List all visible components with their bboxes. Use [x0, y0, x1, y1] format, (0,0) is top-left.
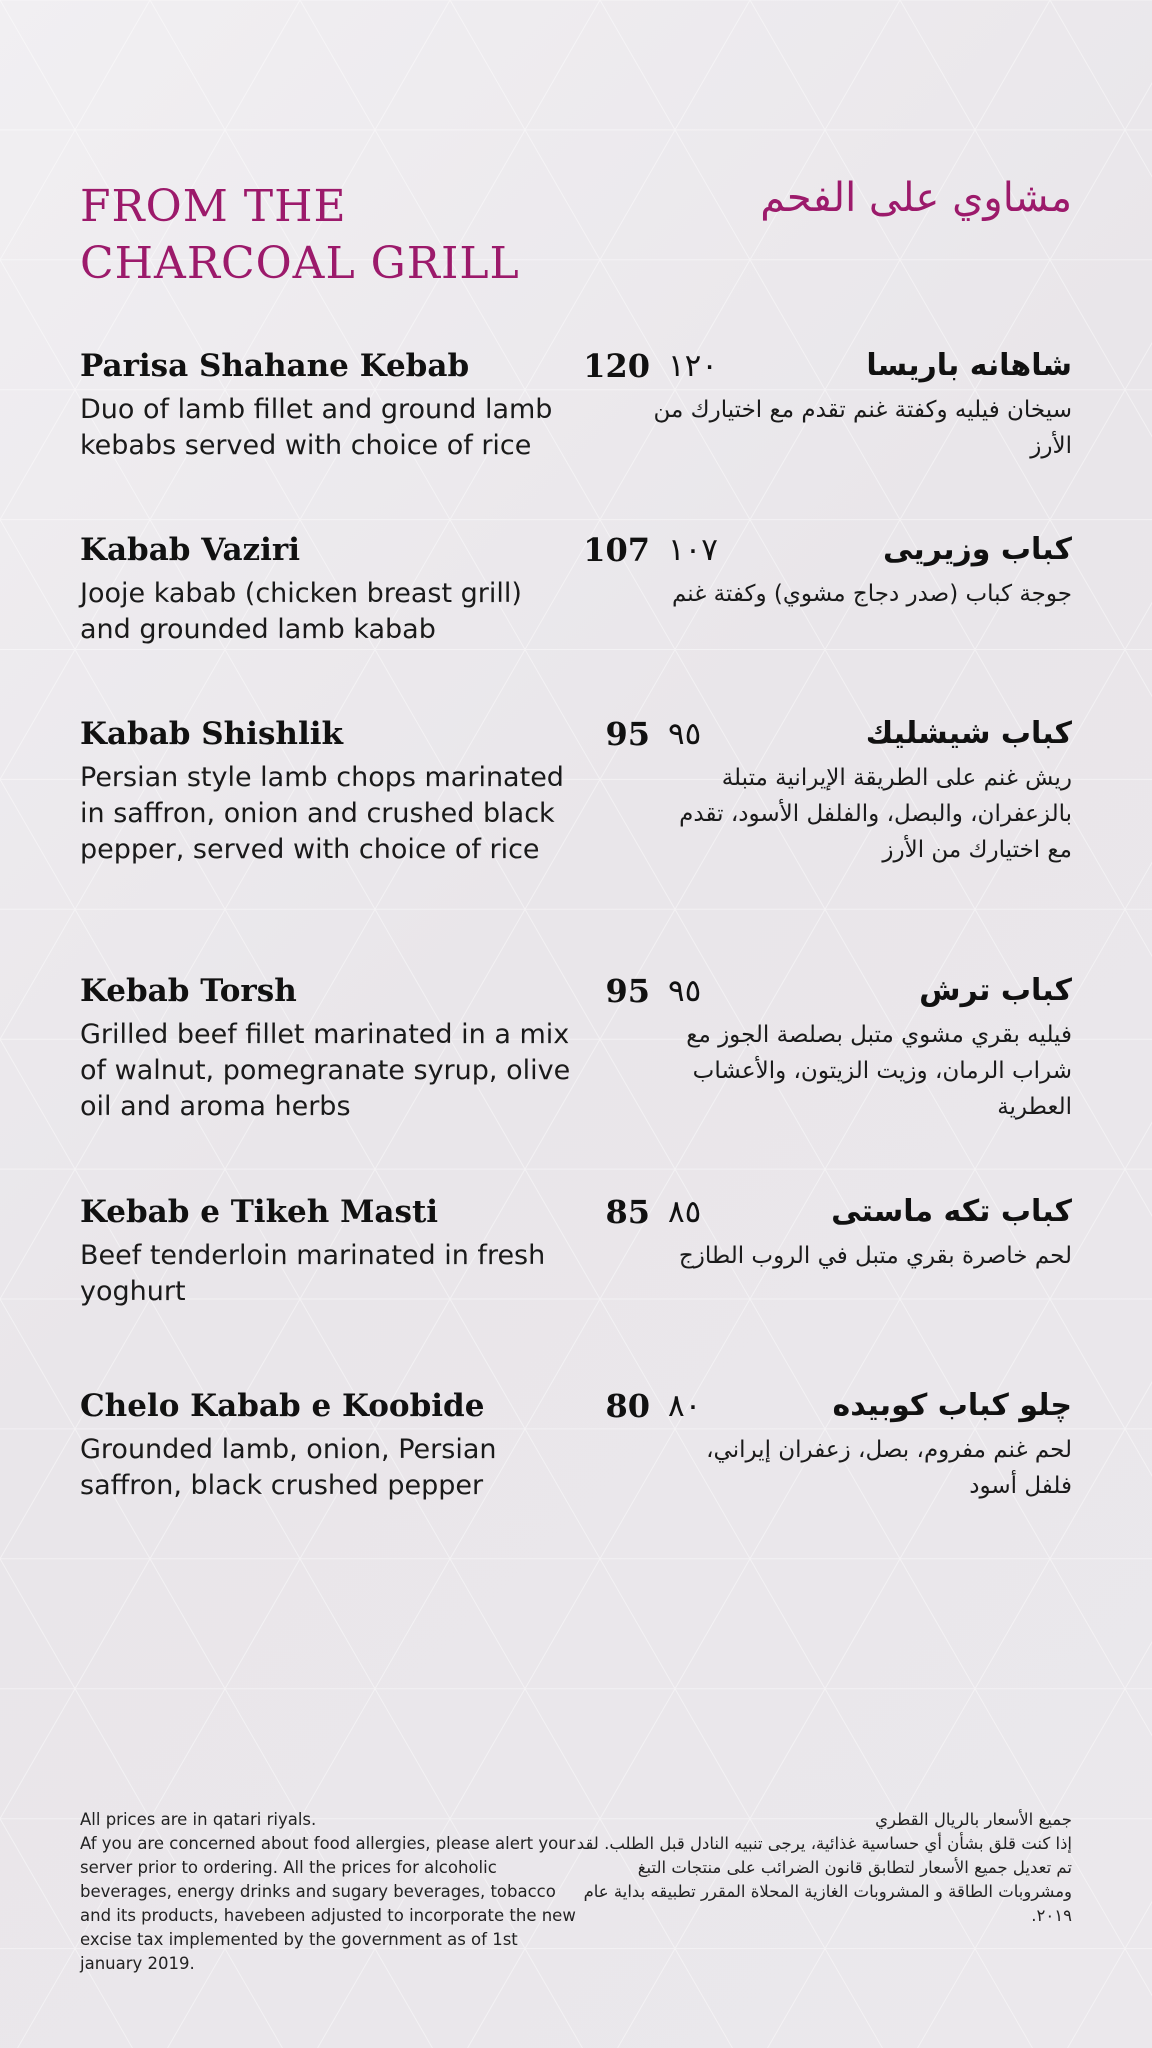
section-title-ar: مشاوي على الفحم	[760, 175, 1072, 221]
menu-item-chelo-kabab-e-koobide	[80, 1386, 1072, 1556]
item-description-ar: ريش غنم على الطريقة الإيرانية متبلة بالزعفران، والبصل، والفلفل الأسود، تقدم مع اختيارك من الأرز	[679, 765, 1072, 863]
item-name-ar: كباب تكه ماستى	[831, 1194, 1072, 1229]
item-name-en: Chelo Kabab e Koobide	[80, 1388, 485, 1424]
menu-item-parisa-shahane-kebab	[80, 346, 1072, 516]
item-name-en: Kebab e Tikeh Masti	[80, 1194, 439, 1230]
item-price-ar: ٨٥	[668, 1194, 702, 1230]
menu-item-kebab-e-tikeh-masti	[80, 1192, 1072, 1362]
item-description-ar: سيخان فيليه وكفتة غنم تقدم مع اختيارك من الأرز	[653, 397, 1072, 459]
item-description-ar: فيليه بقري مشوي متبل بصلصة الجوز مع شراب الرمان، وزيت الزيتون، والأعشاب العطرية	[686, 1022, 1072, 1120]
footer-allergy-note-ar: إذا كنت قلق بشأن أي حساسية غذائية، يرجى تنبيه النادل قبل الطلب. لقد تم تعديل جميع الأسعار لتطابق قانون الضرائب على منتجات التبغ ومشروبات الطاقة و المشروبات الغازية المحلاة المقرر تطبيقه بداية عام ٢٠١٩.	[576, 1834, 1072, 1925]
item-price: 120	[583, 347, 650, 385]
item-description-en: Persian style lamb chops marinated in saffron, onion and crushed black pepper, served with choice of rice	[80, 762, 564, 865]
item-name-ar: كباب وزيريى	[882, 532, 1072, 567]
footer-currency-note-ar: جميع الأسعار بالريال القطري	[875, 1810, 1072, 1829]
item-name-ar: چلو كباب كوبيده	[832, 1388, 1072, 1423]
footer-allergy-note-en: Af you are concerned about food allergies, please alert your server prior to ordering. All the prices for alcoholic beverages, energy drinks and sugary beverages, tobacco and its products, havebeen adjusted to incorporate the new excise tax implemented by the government as of 1st january 2019.	[80, 1834, 576, 1973]
item-name-ar: شاهانه باريسا	[866, 348, 1072, 383]
item-name-en: Kabab Vaziri	[80, 532, 301, 568]
item-description-ar: لحم خاصرة بقري متبل في الروب الطازج	[678, 1243, 1072, 1269]
item-description-en: Grounded lamb, onion, Persian saffron, black crushed pepper	[80, 1434, 497, 1501]
item-description-en: Jooje kabab (chicken breast grill) and grounded lamb kabab	[80, 578, 522, 645]
item-price-ar: ١٢٠	[668, 348, 718, 384]
item-price: 95	[605, 715, 650, 753]
item-description-en: Grilled beef fillet marinated in a mix of walnut, pomegranate syrup, olive oil and aroma herbs	[80, 1019, 571, 1122]
menu-item-kebab-torsh	[80, 971, 1072, 1141]
footer-note-ar	[572, 1808, 1072, 1928]
item-price-ar: ٩٥	[668, 716, 702, 752]
item-name-en: Kebab Torsh	[80, 973, 297, 1009]
item-price: 107	[583, 531, 650, 569]
item-description-en: Beef tenderloin marinated in fresh yoghurt	[80, 1240, 546, 1307]
item-description-ar: جوجة كباب (صدر دجاج مشوي) وكفتة غنم	[672, 581, 1072, 607]
item-name-en: Kabab Shishlik	[80, 716, 343, 752]
item-name-ar: كباب شيشليك	[865, 716, 1072, 751]
item-price-ar: ٩٥	[668, 973, 702, 1009]
menu-item-kabab-shishlik	[80, 714, 1072, 884]
menu-item-kabab-vaziri	[80, 530, 1072, 700]
footer-note-en	[80, 1808, 580, 1976]
item-price: 80	[605, 1387, 650, 1425]
item-description-ar: لحم غنم مفروم، بصل، زعفران إيراني، فلفل أسود	[706, 1437, 1072, 1499]
item-name-en: Parisa Shahane Kebab	[80, 348, 470, 384]
footer-currency-note-en: All prices are in qatari riyals.	[80, 1810, 317, 1829]
item-price-ar: ٨٠	[668, 1388, 702, 1424]
item-price: 85	[605, 1193, 650, 1231]
item-description-en: Duo of lamb fillet and ground lamb kebabs served with choice of rice	[80, 394, 553, 461]
section-title-en: FROM THE CHARCOAL GRILL	[80, 181, 520, 289]
item-price-ar: ١٠٧	[668, 532, 718, 568]
item-price: 95	[605, 972, 650, 1010]
item-name-ar: كباب ترش	[919, 973, 1072, 1008]
